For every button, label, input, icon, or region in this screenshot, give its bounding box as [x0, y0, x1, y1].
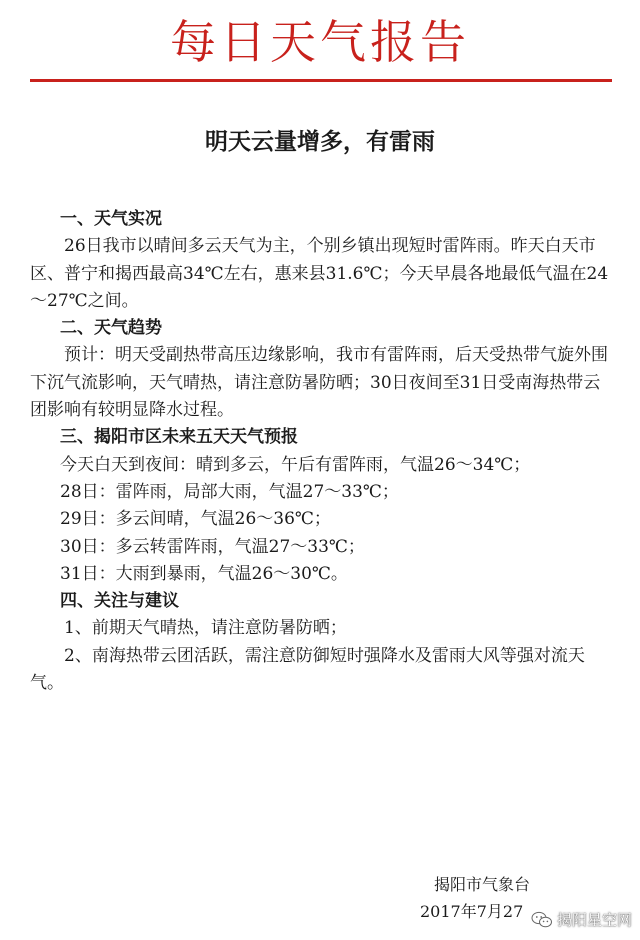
signature-block	[420, 871, 530, 925]
current-weather-paragraph: 26日我市以晴间多云天气为主，个别乡镇出现短时雷阵雨。昨天白天市区、普宁和揭西最高34℃左右，惠来县31.6℃；今天早晨各地最低气温在24～27℃之间。	[30, 236, 609, 311]
masthead	[0, 0, 640, 82]
report-headline: 明天云量增多，有雷雨	[205, 128, 435, 155]
forecast-line: 今天白天到夜间：晴到多云，午后有雷阵雨，气温26～34℃；	[60, 454, 531, 475]
weather-trend-paragraph: 预计：明天受副热带高压边缘影响，我市有雷阵雨，后天受热带气旋外围下沉气流影响，天气晴热，请注意防暑防晒；30日夜间至31日受南海热带云团影响有较明显降水过程。	[30, 345, 608, 421]
masthead-rule	[30, 79, 612, 82]
advice-item: 2、南海热带云团活跃，需注意防御短时强降水及雷雨大风等强对流天气。	[30, 645, 585, 694]
forecast-line: 28日：雷阵雨，局部大雨，气温27～33℃；	[60, 481, 399, 502]
watermark-text: 揭阳星空网	[556, 911, 632, 929]
issuing-office: 揭阳市气象台	[434, 875, 531, 894]
forecast-line: 30日：多云转雷阵雨，气温27～33℃；	[60, 536, 365, 557]
report-body	[30, 206, 610, 697]
section-heading-five-day-forecast: 三、揭阳市区未来五天天气预报	[60, 427, 298, 448]
issue-date: 2017年7月27	[420, 902, 524, 921]
advice-item: 1、前期天气晴热，请注意防暑防晒；	[64, 618, 347, 639]
watermark	[531, 909, 632, 930]
forecast-line: 29日：多云间晴，气温26～36℃；	[60, 509, 331, 530]
wechat-icon	[531, 911, 553, 929]
masthead-title: 每日天气报告	[170, 15, 470, 69]
forecast-line: 31日：大雨到暴雨，气温26～30℃。	[60, 563, 348, 584]
section-heading-advice: 四、关注与建议	[60, 591, 179, 612]
section-heading-weather-trend: 二、天气趋势	[60, 318, 162, 339]
section-heading-current-weather: 一、天气实况	[60, 209, 162, 229]
